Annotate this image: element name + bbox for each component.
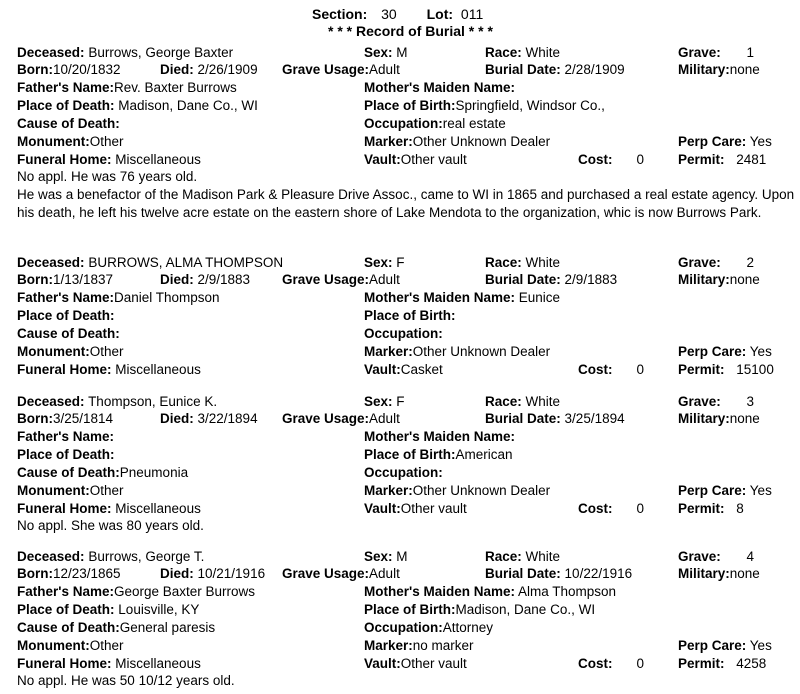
perp-care-label: Perp Care: xyxy=(678,344,747,359)
perp-care-field xyxy=(678,637,772,654)
grave-usage-label: Grave Usage: xyxy=(282,411,370,426)
marker-value: Other Unknown Dealer xyxy=(412,344,551,359)
race-label: Race: xyxy=(485,45,522,60)
place-of-birth-field xyxy=(364,601,595,618)
permit-value: 4258 xyxy=(736,656,767,671)
father-label: Father's Name: xyxy=(17,429,114,444)
marker-field xyxy=(364,133,550,150)
perp-care-value: Yes xyxy=(749,638,772,653)
cost-field xyxy=(578,151,644,168)
died-field xyxy=(160,271,250,288)
military-label: Military: xyxy=(678,272,730,287)
funeral-home-field xyxy=(17,151,201,168)
occupation-label: Occupation: xyxy=(364,465,443,480)
occupation-field xyxy=(364,115,506,132)
marker-label: Marker: xyxy=(364,638,413,653)
occupation-field xyxy=(364,619,493,636)
grave-label: Grave: xyxy=(678,549,721,564)
marker-value: no marker xyxy=(412,638,474,653)
born-field xyxy=(17,565,121,582)
occupation-value: real estate xyxy=(442,116,506,131)
deceased-field xyxy=(17,548,204,565)
lot-value: 011 xyxy=(460,6,484,22)
funeral-home-value: Miscellaneous xyxy=(115,152,201,167)
funeral-home-label: Funeral Home: xyxy=(17,501,112,516)
grave-usage-value: Adult xyxy=(369,62,400,77)
occupation-value: Attorney xyxy=(442,620,494,635)
perp-care-value: Yes xyxy=(749,344,772,359)
cause-value: Pneumonia xyxy=(119,465,189,480)
father-value: Daniel Thompson xyxy=(114,290,220,305)
vault-field xyxy=(364,500,467,517)
deceased-field xyxy=(17,393,217,410)
permit-field xyxy=(678,655,766,672)
father-label: Father's Name: xyxy=(17,290,114,305)
section-header xyxy=(312,6,483,22)
military-value: none xyxy=(729,411,760,426)
monument-label: Monument: xyxy=(17,483,90,498)
cost-value: 0 xyxy=(636,501,645,516)
cost-label: Cost: xyxy=(578,656,613,671)
mother-label: Mother's Maiden Name: xyxy=(364,80,515,95)
mother-field xyxy=(364,289,560,306)
grave-usage-value: Adult xyxy=(369,272,400,287)
father-label: Father's Name: xyxy=(17,80,114,95)
grave-value: 2 xyxy=(746,255,755,270)
cause-of-death-field xyxy=(17,464,188,481)
grave-field xyxy=(678,548,754,565)
funeral-home-field xyxy=(17,500,201,517)
section-label: Section: xyxy=(312,6,368,22)
grave-value: 4 xyxy=(746,549,755,564)
place-death-label: Place of Death: xyxy=(17,308,115,323)
place-death-value: Louisville, KY xyxy=(118,602,200,617)
place-of-birth-field xyxy=(364,307,456,324)
died-label: Died: xyxy=(160,566,194,581)
cost-value: 0 xyxy=(636,656,645,671)
grave-usage-field xyxy=(282,410,400,427)
cost-label: Cost: xyxy=(578,501,613,516)
marker-label: Marker: xyxy=(364,344,413,359)
occupation-label: Occupation: xyxy=(364,326,443,341)
deceased-value: Burrows, George Baxter xyxy=(88,45,234,60)
born-value: 1/13/1837 xyxy=(53,272,114,287)
military-label: Military: xyxy=(678,62,730,77)
funeral-home-value: Miscellaneous xyxy=(115,656,201,671)
burial-date-field xyxy=(485,565,632,582)
father-field xyxy=(17,289,220,306)
sex-value: F xyxy=(396,394,405,409)
race-field xyxy=(485,548,560,565)
cause-value: General paresis xyxy=(119,620,216,635)
funeral-home-field xyxy=(17,655,201,672)
sex-value: F xyxy=(396,255,405,270)
occupation-field xyxy=(364,464,443,481)
mother-field xyxy=(364,79,515,96)
died-label: Died: xyxy=(160,62,194,77)
grave-label: Grave: xyxy=(678,394,721,409)
military-label: Military: xyxy=(678,411,730,426)
permit-field xyxy=(678,500,744,517)
permit-field xyxy=(678,361,774,378)
died-value: 2/9/1883 xyxy=(197,272,251,287)
place-death-label: Place of Death: xyxy=(17,447,115,462)
died-field xyxy=(160,565,265,582)
permit-label: Permit: xyxy=(678,501,725,516)
race-label: Race: xyxy=(485,549,522,564)
grave-label: Grave: xyxy=(678,255,721,270)
cause-label: Cause of Death: xyxy=(17,465,120,480)
vault-value: Other vault xyxy=(400,656,467,671)
died-field xyxy=(160,410,258,427)
lot-label: Lot: xyxy=(426,6,454,22)
grave-usage-value: Adult xyxy=(369,566,400,581)
sex-label: Sex: xyxy=(364,394,393,409)
burial-date-label: Burial Date: xyxy=(485,62,561,77)
father-label: Father's Name: xyxy=(17,584,114,599)
permit-value: 15100 xyxy=(736,362,774,377)
vault-value: Other vault xyxy=(400,152,467,167)
deceased-value: Burrows, George T. xyxy=(88,549,205,564)
section-value: 30 xyxy=(381,6,397,22)
burial-date-field xyxy=(485,61,625,78)
marker-value: Other Unknown Dealer xyxy=(412,134,551,149)
monument-field xyxy=(17,637,124,654)
perp-care-field xyxy=(678,343,772,360)
record-title-text: * * * Record of Burial * * * xyxy=(328,23,493,39)
military-field xyxy=(678,410,760,427)
military-field xyxy=(678,271,760,288)
military-value: none xyxy=(729,62,760,77)
born-label: Born: xyxy=(17,272,53,287)
born-label: Born: xyxy=(17,566,53,581)
place-of-birth-field xyxy=(364,97,605,114)
sex-field xyxy=(364,254,405,271)
burial-date-label: Burial Date: xyxy=(485,272,561,287)
grave-usage-label: Grave Usage: xyxy=(282,62,370,77)
monument-value: Other xyxy=(89,134,124,149)
mother-field xyxy=(364,583,616,600)
born-field xyxy=(17,410,113,427)
perp-care-label: Perp Care: xyxy=(678,134,747,149)
cause-of-death-field xyxy=(17,619,215,636)
permit-value: 8 xyxy=(736,501,744,516)
race-value: White xyxy=(525,255,561,270)
born-field xyxy=(17,271,113,288)
deceased-label: Deceased: xyxy=(17,549,85,564)
perp-care-label: Perp Care: xyxy=(678,483,747,498)
burial-date-value: 2/28/1909 xyxy=(564,62,625,77)
grave-usage-value: Adult xyxy=(369,411,400,426)
father-value: Rev. Baxter Burrows xyxy=(114,80,237,95)
sex-value: M xyxy=(396,45,408,60)
place-death-label: Place of Death: xyxy=(17,602,115,617)
vault-label: Vault: xyxy=(364,501,401,516)
cause-label: Cause of Death: xyxy=(17,116,120,131)
mother-value: Alma Thompson xyxy=(518,584,617,599)
occupation-label: Occupation: xyxy=(364,620,443,635)
occupation-label: Occupation: xyxy=(364,116,443,131)
grave-usage-field xyxy=(282,565,400,582)
grave-label: Grave: xyxy=(678,45,721,60)
race-value: White xyxy=(525,549,561,564)
born-value: 3/25/1814 xyxy=(53,411,114,426)
died-value: 10/21/1916 xyxy=(197,566,266,581)
mother-label: Mother's Maiden Name: xyxy=(364,584,515,599)
place-birth-label: Place of Birth: xyxy=(364,447,456,462)
monument-value: Other xyxy=(89,344,124,359)
permit-label: Permit: xyxy=(678,656,725,671)
place-of-death-field xyxy=(17,601,199,618)
permit-label: Permit: xyxy=(678,362,725,377)
burial-date-label: Burial Date: xyxy=(485,566,561,581)
monument-label: Monument: xyxy=(17,638,90,653)
cause-of-death-field xyxy=(17,325,120,342)
place-of-death-field xyxy=(17,307,115,324)
grave-field xyxy=(678,44,754,61)
born-label: Born: xyxy=(17,411,53,426)
deceased-value: Thompson, Eunice K. xyxy=(88,394,218,409)
vault-label: Vault: xyxy=(364,152,401,167)
perp-care-field xyxy=(678,482,772,499)
place-birth-value: Springfield, Windsor Co., xyxy=(455,98,605,113)
monument-field xyxy=(17,133,124,150)
died-value: 2/26/1909 xyxy=(197,62,258,77)
sex-label: Sex: xyxy=(364,255,393,270)
note-line-1: No appl. She was 80 years old. xyxy=(17,518,204,533)
occupation-field xyxy=(364,325,443,342)
sex-field xyxy=(364,393,405,410)
father-field xyxy=(17,583,255,600)
vault-field xyxy=(364,655,467,672)
grave-field xyxy=(678,254,754,271)
cost-field xyxy=(578,655,644,672)
burial-date-value: 2/9/1883 xyxy=(564,272,618,287)
cost-label: Cost: xyxy=(578,152,613,167)
cost-label: Cost: xyxy=(578,362,613,377)
sex-field xyxy=(364,548,408,565)
sex-label: Sex: xyxy=(364,45,393,60)
sex-value: M xyxy=(396,549,408,564)
sex-field xyxy=(364,44,408,61)
funeral-home-label: Funeral Home: xyxy=(17,152,112,167)
died-label: Died: xyxy=(160,411,194,426)
perp-care-value: Yes xyxy=(749,483,772,498)
cost-value: 0 xyxy=(636,152,645,167)
military-label: Military: xyxy=(678,566,730,581)
funeral-home-value: Miscellaneous xyxy=(115,362,201,377)
burial-date-label: Burial Date: xyxy=(485,411,561,426)
military-field xyxy=(678,565,760,582)
marker-field xyxy=(364,482,550,499)
mother-label: Mother's Maiden Name: xyxy=(364,290,515,305)
deceased-label: Deceased: xyxy=(17,255,85,270)
place-of-death-field xyxy=(17,446,115,463)
permit-field xyxy=(678,151,766,168)
cause-label: Cause of Death: xyxy=(17,326,120,341)
race-value: White xyxy=(525,45,561,60)
monument-value: Other xyxy=(89,483,124,498)
burial-date-value: 10/22/1916 xyxy=(564,566,633,581)
place-death-label: Place of Death: xyxy=(17,98,115,113)
perp-care-value: Yes xyxy=(749,134,772,149)
mother-field xyxy=(364,428,515,445)
marker-field xyxy=(364,343,550,360)
vault-label: Vault: xyxy=(364,656,401,671)
place-birth-label: Place of Birth: xyxy=(364,98,456,113)
place-birth-value: American xyxy=(455,447,513,462)
deceased-field xyxy=(17,44,233,61)
race-label: Race: xyxy=(485,255,522,270)
grave-field xyxy=(678,393,754,410)
grave-usage-field xyxy=(282,61,400,78)
marker-field xyxy=(364,637,474,654)
grave-usage-label: Grave Usage: xyxy=(282,272,370,287)
race-field xyxy=(485,254,560,271)
race-field xyxy=(485,393,560,410)
place-birth-label: Place of Birth: xyxy=(364,602,456,617)
born-value: 12/23/1865 xyxy=(53,566,121,581)
grave-usage-label: Grave Usage: xyxy=(282,566,370,581)
note-line-1: No appl. He was 76 years old. xyxy=(17,169,198,184)
cause-label: Cause of Death: xyxy=(17,620,120,635)
place-of-death-field xyxy=(17,97,258,114)
died-label: Died: xyxy=(160,272,194,287)
funeral-home-label: Funeral Home: xyxy=(17,362,112,377)
vault-field xyxy=(364,361,443,378)
military-value: none xyxy=(729,272,760,287)
monument-field xyxy=(17,343,124,360)
monument-field xyxy=(17,482,124,499)
note-line-2: He was a benefactor of the Madison Park & Pleasure Drive Assoc., came to WI in 1865 and purchased a real estate agency. Upon his death, he left his twelve acre estate on the eastern shore of Lake Mendota to the organization, whic is now Burrows Park. xyxy=(17,187,795,220)
race-label: Race: xyxy=(485,394,522,409)
grave-usage-field xyxy=(282,271,400,288)
burial-date-value: 3/25/1894 xyxy=(564,411,625,426)
race-field xyxy=(485,44,560,61)
monument-label: Monument: xyxy=(17,134,90,149)
sex-label: Sex: xyxy=(364,549,393,564)
burial-date-field xyxy=(485,410,625,427)
father-value: George Baxter Burrows xyxy=(114,584,256,599)
born-field xyxy=(17,61,121,78)
father-field xyxy=(17,79,237,96)
place-death-value: Madison, Dane Co., WI xyxy=(118,98,258,113)
funeral-home-field xyxy=(17,361,201,378)
record-title xyxy=(328,23,493,39)
born-value: 10/20/1832 xyxy=(53,62,121,77)
marker-label: Marker: xyxy=(364,483,413,498)
monument-label: Monument: xyxy=(17,344,90,359)
race-value: White xyxy=(525,394,561,409)
permit-value: 2481 xyxy=(736,152,767,167)
father-field xyxy=(17,428,114,445)
cost-field xyxy=(578,500,644,517)
marker-label: Marker: xyxy=(364,134,413,149)
died-field xyxy=(160,61,258,78)
vault-value: Casket xyxy=(400,362,443,377)
note-line-1: No appl. He was 50 10/12 years old. xyxy=(17,673,235,688)
grave-value: 3 xyxy=(746,394,755,409)
vault-label: Vault: xyxy=(364,362,401,377)
place-birth-label: Place of Birth: xyxy=(364,308,456,323)
military-field xyxy=(678,61,760,78)
deceased-label: Deceased: xyxy=(17,45,85,60)
died-value: 3/22/1894 xyxy=(197,411,258,426)
marker-value: Other Unknown Dealer xyxy=(412,483,551,498)
perp-care-label: Perp Care: xyxy=(678,638,747,653)
deceased-label: Deceased: xyxy=(17,394,85,409)
vault-value: Other vault xyxy=(400,501,467,516)
place-of-birth-field xyxy=(364,446,513,463)
perp-care-field xyxy=(678,133,772,150)
born-label: Born: xyxy=(17,62,53,77)
deceased-value: BURROWS, ALMA THOMPSON xyxy=(88,255,284,270)
deceased-field xyxy=(17,254,283,271)
vault-field xyxy=(364,151,467,168)
mother-value: Eunice xyxy=(518,290,561,305)
permit-label: Permit: xyxy=(678,152,725,167)
burial-date-field xyxy=(485,271,617,288)
funeral-home-value: Miscellaneous xyxy=(115,501,201,516)
grave-value: 1 xyxy=(746,45,755,60)
cost-field xyxy=(578,361,644,378)
place-birth-value: Madison, Dane Co., WI xyxy=(455,602,596,617)
military-value: none xyxy=(729,566,760,581)
funeral-home-label: Funeral Home: xyxy=(17,656,112,671)
monument-value: Other xyxy=(89,638,124,653)
cost-value: 0 xyxy=(636,362,645,377)
mother-label: Mother's Maiden Name: xyxy=(364,429,515,444)
cause-of-death-field xyxy=(17,115,120,132)
